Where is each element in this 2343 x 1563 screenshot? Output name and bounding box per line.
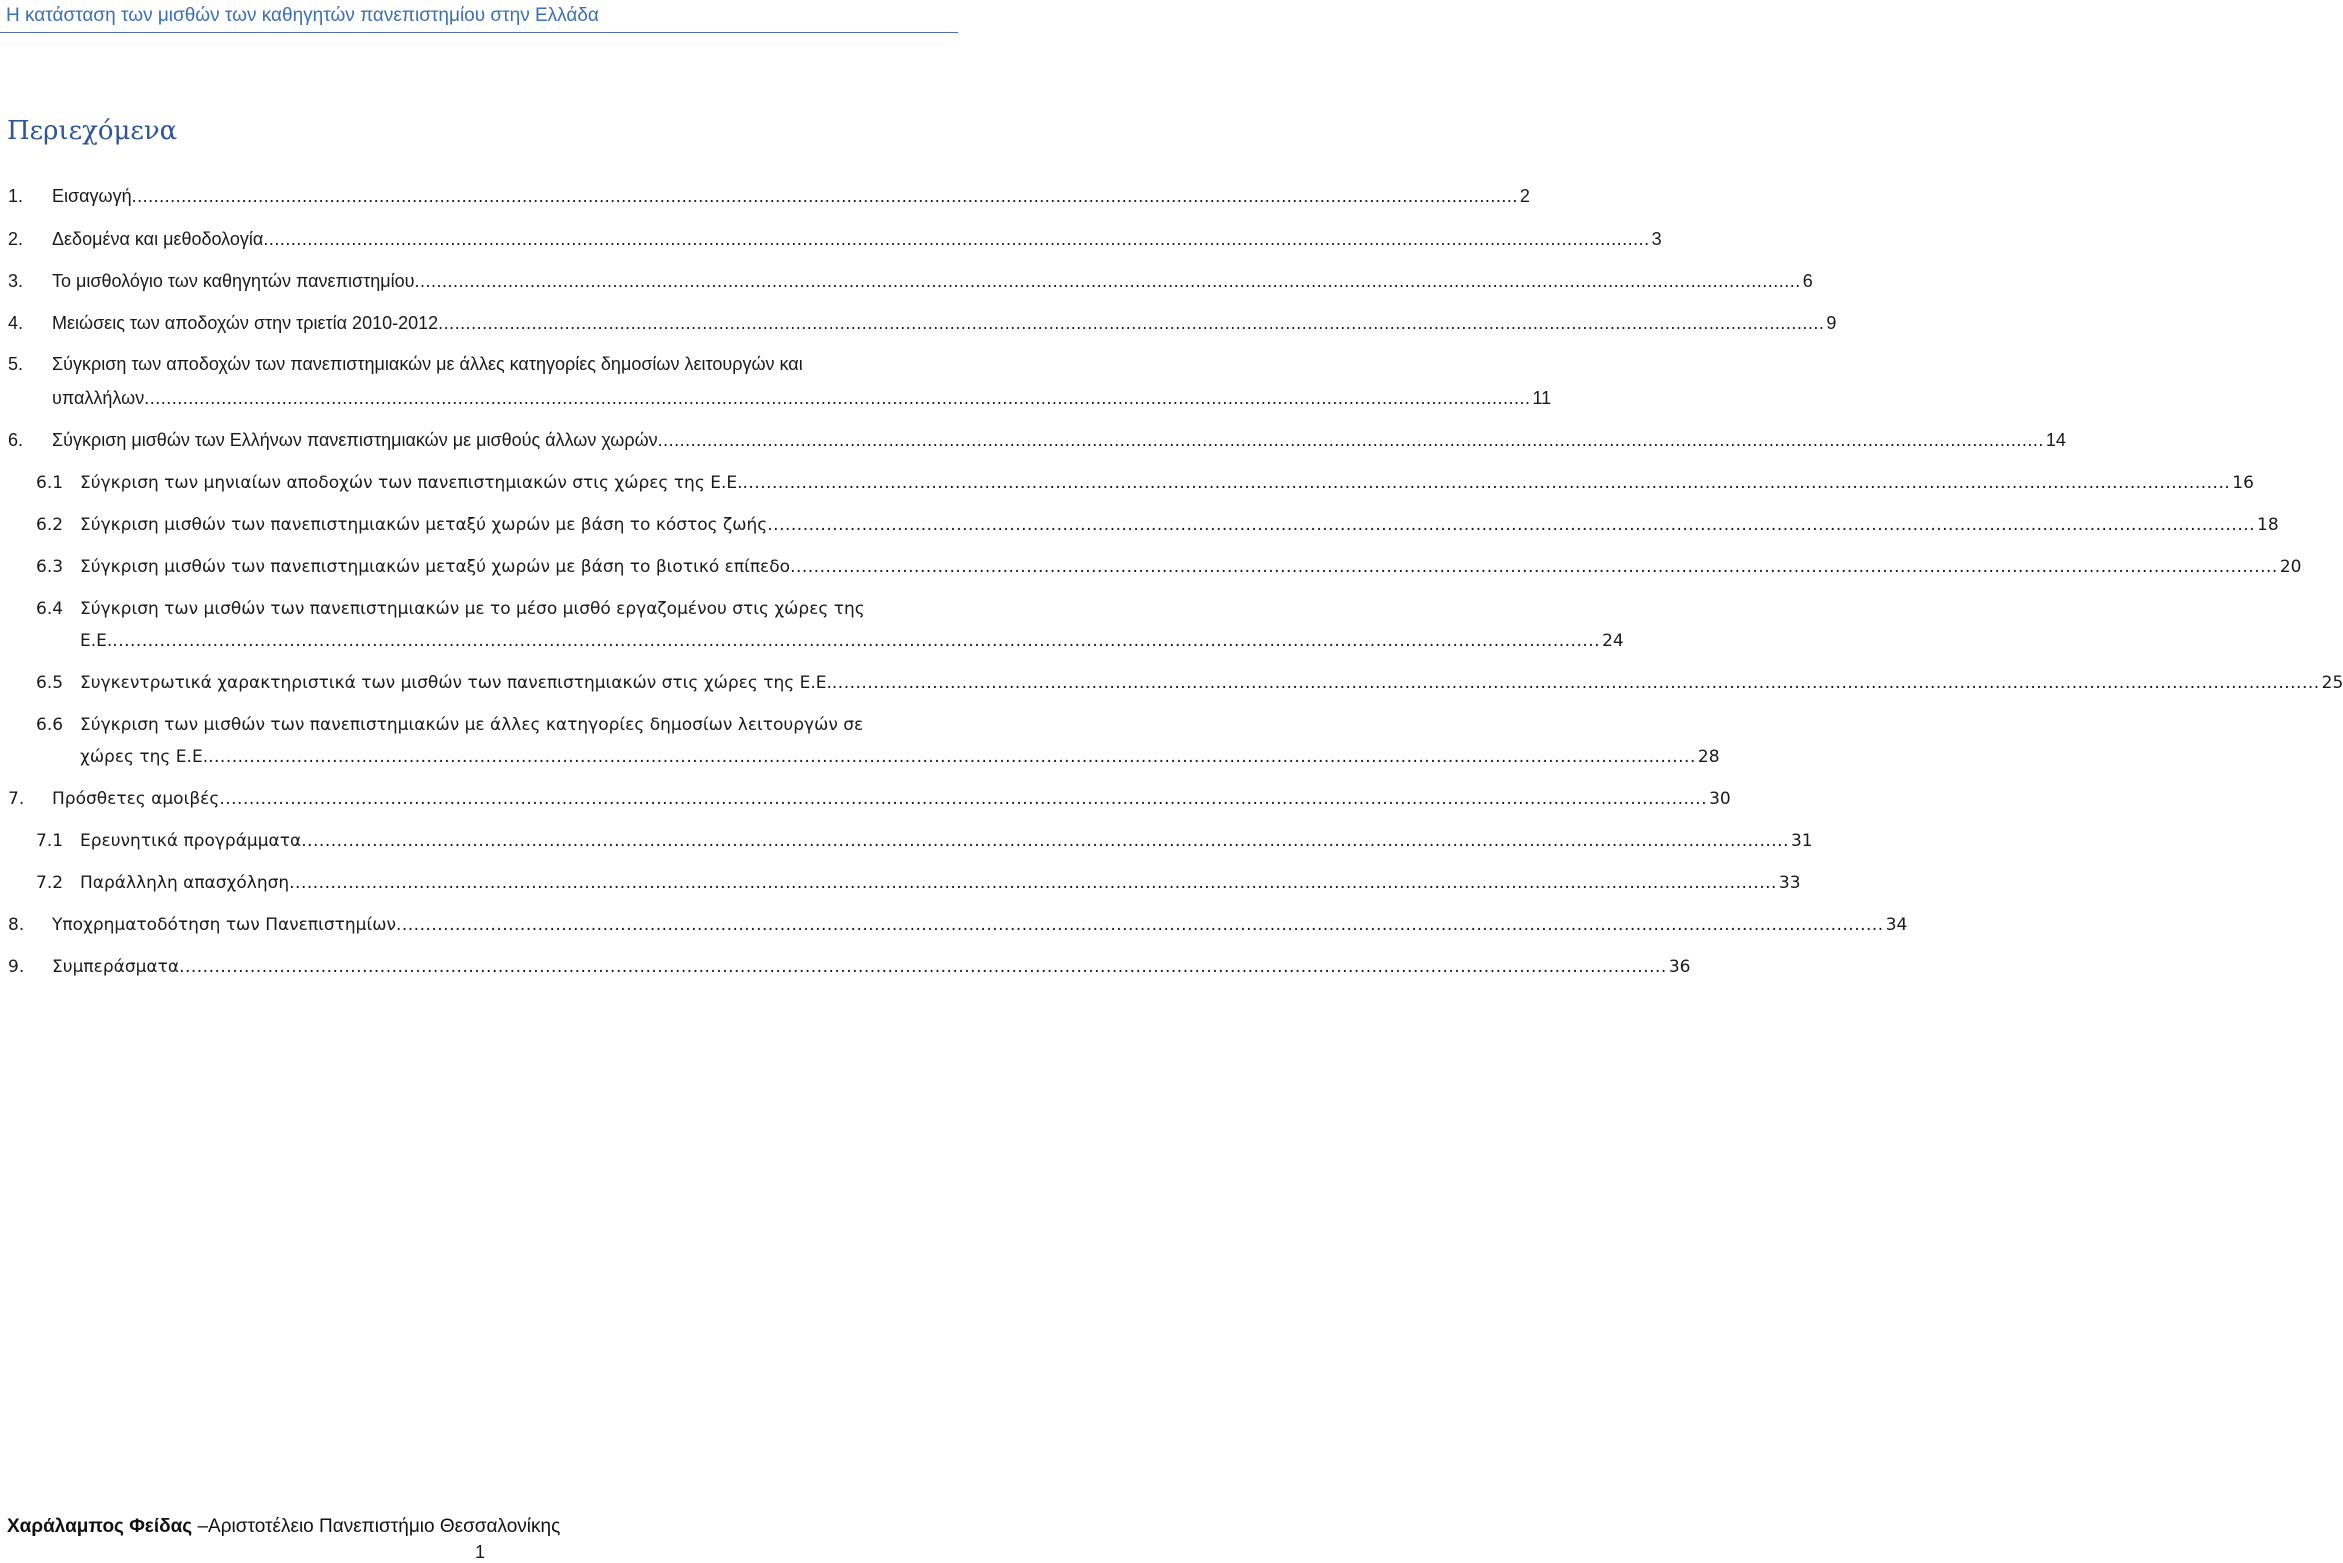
toc-entry-page: 24 <box>1602 631 1624 651</box>
dot-leader: ............................................................................................................................................................................................................................................................ <box>767 515 2256 535</box>
toc-entry-number: 3. <box>8 271 24 291</box>
dot-leader: ............................................................................................................................................................................................................................................................ <box>742 473 2231 493</box>
dot-leader: ............................................................................................................................................................................................................................................................ <box>657 430 2044 450</box>
dot-leader: ............................................................................................................................................................................................................................................................ <box>208 747 1696 767</box>
toc-entry-page: 2 <box>1519 186 1530 206</box>
toc-entry-number: 9. <box>8 957 25 977</box>
toc-entry-number: 6.3 <box>36 557 64 577</box>
toc-entry-title[interactable]: Ε.Ε. <box>80 631 113 651</box>
dot-leader: ............................................................................................................................................................................................................................................................ <box>144 388 1531 408</box>
dot-leader: ............................................................................................................................................................................................................................................................ <box>263 229 1650 249</box>
toc-entry-page: 9 <box>1826 313 1837 333</box>
toc-entry-page: 16 <box>2232 473 2254 493</box>
page-header <box>0 0 960 34</box>
toc-heading: Περιεχόμενα <box>7 116 178 146</box>
toc-entry-title[interactable]: Το μισθολόγιο των καθηγητών πανεπιστημίου <box>52 271 415 291</box>
toc-entry-number: 6.4 <box>36 599 64 619</box>
toc-entry-title-line1[interactable]: Σύγκριση των μισθών των πανεπιστημιακών με άλλες κατηγορίες δημοσίων λειτουργών σε <box>80 715 864 735</box>
toc-entry-title-line1[interactable]: Σύγκριση των αποδοχών των πανεπιστημιακών με άλλες κατηγορίες δημοσίων λειτουργών και <box>52 354 803 374</box>
dot-leader: ............................................................................................................................................................................................................................................................ <box>438 313 1825 333</box>
dot-leader: ............................................................................................................................................................................................................................................................ <box>790 557 2278 577</box>
toc-entry-title-line1[interactable]: Σύγκριση των μισθών των πανεπιστημιακών με το μέσο μισθό εργαζομένου στις χώρες της <box>80 599 865 619</box>
footer-affiliation: –Αριστοτέλειο Πανεπιστήμιο Θεσσαλονίκης <box>197 1516 561 1537</box>
toc-entry-title[interactable]: Δεδομένα και μεθοδολογία <box>52 229 264 249</box>
toc-entry-page: 30 <box>1709 789 1731 809</box>
toc-entry-title[interactable]: Υποχρηματοδότηση των Πανεπιστημίων <box>52 915 396 935</box>
page-number: 1 <box>474 1542 485 1562</box>
toc-entry-number: 5. <box>8 354 24 374</box>
toc-entry-title[interactable]: Ερευνητικά προγράμματα <box>80 831 302 851</box>
dot-leader: ............................................................................................................................................................................................................................................................ <box>395 915 1884 935</box>
dot-leader: ............................................................................................................................................................................................................................................................ <box>289 873 1777 893</box>
toc-entry-title[interactable]: χώρες της Ε.Ε. <box>80 747 209 767</box>
header-rule <box>0 32 958 33</box>
toc-entry-number: 6.5 <box>36 673 64 693</box>
toc-entry-title[interactable]: Συγκεντρωτικά χαρακτηριστικά των μισθών των πανεπιστημιακών στις χώρες της Ε.Ε. <box>80 673 832 693</box>
toc-entry-number: 4. <box>8 313 24 333</box>
toc-entry-page: 25 <box>2321 673 2343 693</box>
header-title: Η κατάσταση των μισθών των καθηγητών πανεπιστημίου στην Ελλάδα <box>6 5 599 26</box>
toc-entry-page: 31 <box>1790 831 1813 851</box>
toc-entry-number: 6.1 <box>36 473 64 493</box>
toc-entry-title[interactable]: Μειώσεις των αποδοχών στην τριετία 2010-2012 <box>52 313 439 333</box>
toc-entry-number: 6.2 <box>36 515 64 535</box>
toc-entry-number: 6.6 <box>36 715 64 735</box>
dot-leader: ............................................................................................................................................................................................................................................................ <box>219 789 1708 809</box>
toc-entry-page: 28 <box>1697 747 1720 767</box>
toc-entry-number: 7.1 <box>36 831 64 851</box>
toc-entry-page: 33 <box>1778 873 1801 893</box>
toc-entry-title[interactable]: Εισαγωγή <box>52 186 132 206</box>
toc-entry-number: 7. <box>8 789 25 809</box>
footer-author-name: Χαράλαμπος Φείδας <box>7 1516 193 1537</box>
toc-entry-page: 18 <box>2257 515 2279 535</box>
toc-entry-page: 11 <box>1532 388 1552 408</box>
toc-entry-title[interactable]: Συμπεράσματα <box>52 957 180 977</box>
toc-entry-title[interactable]: υπαλλήλων <box>52 388 145 408</box>
toc-entry-page: 20 <box>2279 557 2302 577</box>
dot-leader: ............................................................................................................................................................................................................................................................ <box>179 957 1667 977</box>
toc-entry-page: 36 <box>1668 957 1691 977</box>
toc-entry-number: 8. <box>8 915 25 935</box>
toc-entry-number: 1. <box>8 186 24 206</box>
dot-leader: ............................................................................................................................................................................................................................................................ <box>414 271 1801 291</box>
toc-entry-title[interactable]: Πρόσθετες αμοιβές <box>52 789 220 809</box>
toc-entry-title[interactable]: Σύγκριση των μηνιαίων αποδοχών των πανεπιστημιακών στις χώρες της Ε.Ε. <box>80 473 743 493</box>
dot-leader: ............................................................................................................................................................................................................................................................ <box>112 631 1601 651</box>
toc-entry-number: 2. <box>8 229 24 249</box>
toc-entry-number: 7.2 <box>36 873 64 893</box>
toc-entry-page: 6 <box>1802 271 1813 291</box>
dot-leader: ............................................................................................................................................................................................................................................................ <box>831 673 2320 693</box>
toc-entry-number: 6. <box>8 430 24 450</box>
dot-leader: ............................................................................................................................................................................................................................................................ <box>301 831 1789 851</box>
toc-entry-page: 3 <box>1651 229 1662 249</box>
dot-leader: ............................................................................................................................................................................................................................................................ <box>131 186 1518 206</box>
toc-entry-title[interactable]: Σύγκριση μισθών των πανεπιστημιακών μεταξύ χωρών με βάση το κόστος ζωής <box>80 515 768 535</box>
footer-author-line <box>7 1516 560 1538</box>
toc-entry-title[interactable]: Παράλληλη απασχόληση <box>80 873 290 893</box>
toc-entry-page: 14 <box>2045 430 2066 450</box>
toc-entry-page: 34 <box>1885 915 1908 935</box>
toc-entry-title[interactable]: Σύγκριση μισθών των πανεπιστημιακών μεταξύ χωρών με βάση το βιοτικό επίπεδο <box>80 557 791 577</box>
toc-entry-title[interactable]: Σύγκριση μισθών των Ελλήνων πανεπιστημιακών με μισθούς άλλων χωρών <box>52 430 658 450</box>
